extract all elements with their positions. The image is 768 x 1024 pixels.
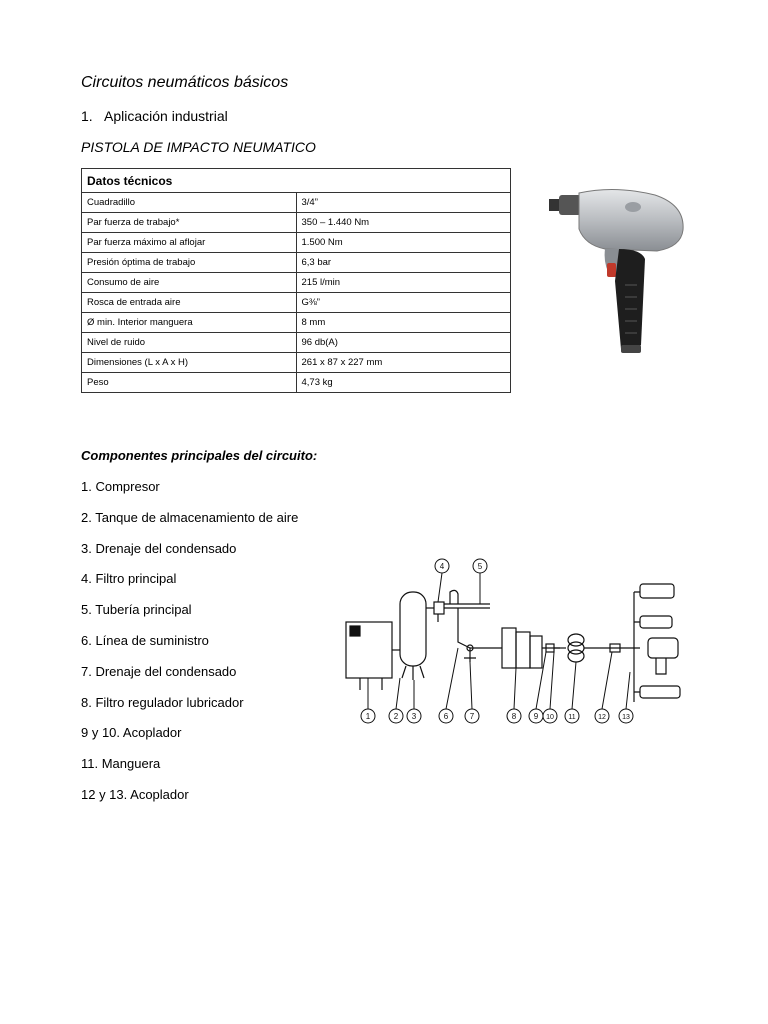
spec-row [82,213,511,233]
compressor-shape [346,622,392,690]
spec-key: Presión óptima de trabajo [82,253,297,273]
section-number: 1. [81,108,93,124]
impact-wrench-image [545,185,695,360]
callout-label: 4 [439,562,445,571]
spec-row [82,233,511,253]
components-heading: Componentes principales del circuito: [81,448,318,463]
list-item: 3. Drenaje del condensado [81,540,237,556]
components-list [81,472,298,811]
callout-label: 13 [622,714,630,721]
air-tools-shape [640,584,680,698]
pneumatic-circuit-diagram [340,552,700,732]
callout-label: 3 [411,712,417,721]
list-item: 5. Tubería principal [81,602,192,618]
list-item: 2. Tanque de almacenamiento de aire [81,509,299,525]
spec-value: 6,3 bar [296,253,511,273]
list-item: 6. Línea de suministro [81,632,209,648]
spec-key: Cuadradillo [82,193,297,213]
spec-key: Rosca de entrada aire [82,293,297,313]
callout-label: 1 [365,712,371,721]
list-item: 7. Drenaje del condensado [81,663,237,679]
spec-key: Peso [82,373,297,393]
nose-shape [559,195,581,215]
callout-label: 12 [598,714,606,721]
spec-key: Ø min. Interior manguera [82,313,297,333]
spec-row [82,333,511,353]
spec-row [82,193,511,213]
callout-label: 7 [469,712,475,721]
list-item: 8. Filtro regulador lubricador [81,694,244,710]
tool-body-shape [579,189,683,251]
spec-row [82,253,511,273]
trigger-shape [607,263,616,277]
callout-label: 10 [546,714,554,721]
hose-coil-shape [568,634,626,662]
tool-couplers-shape [610,592,640,702]
spec-value: 96 db(A) [296,333,511,353]
spec-key: Par fuerza de trabajo* [82,213,297,233]
callout-label: 6 [443,712,449,721]
spec-table [81,168,511,393]
tool-detail-shape [625,202,641,212]
grip-shape [615,249,645,350]
spec-key: Consumo de aire [82,273,297,293]
spec-value: 261 x 87 x 227 mm [296,353,511,373]
spec-key: Nivel de ruido [82,333,297,353]
callout-label: 8 [511,712,517,721]
spec-value: 8 mm [296,313,511,333]
section-label: Aplicación industrial [104,108,228,124]
spec-table-header-row [82,169,511,193]
list-item: 12 y 13. Acoplador [81,786,189,802]
callout-label: 5 [477,562,483,571]
callout-label: 9 [533,712,539,721]
spec-row [82,313,511,333]
spec-value: 1.500 Nm [296,233,511,253]
air-inlet-shape [621,345,641,353]
section-heading [81,108,228,124]
spec-row [82,293,511,313]
callout-numbers [361,559,633,723]
spec-value: 4,73 kg [296,373,511,393]
list-item: 1. Compresor [81,479,160,494]
callout-label: 11 [568,714,576,721]
spec-key: Par fuerza máximo al aflojar [82,233,297,253]
spec-row [82,273,511,293]
air-tank-shape [392,592,426,680]
spec-value: G⅜” [296,293,511,313]
list-item: 9 y 10. Acoplador [81,725,182,741]
list-item: 4. Filtro principal [81,571,177,587]
spec-value: 3/4” [296,193,511,213]
callout-label: 2 [393,712,399,721]
spec-value: 350 – 1.440 Nm [296,213,511,233]
spec-row [82,353,511,373]
spec-value: 215 l/min [296,273,511,293]
spec-row [82,373,511,393]
document-title: Circuitos neumáticos básicos [81,74,289,91]
spec-key: Dimensiones (L x A x H) [82,353,297,373]
spec-table-header: Datos técnicos [82,169,511,193]
product-title: PISTOLA DE IMPACTO NEUMATICO [81,139,316,155]
list-item: 11. Manguera [81,756,161,772]
